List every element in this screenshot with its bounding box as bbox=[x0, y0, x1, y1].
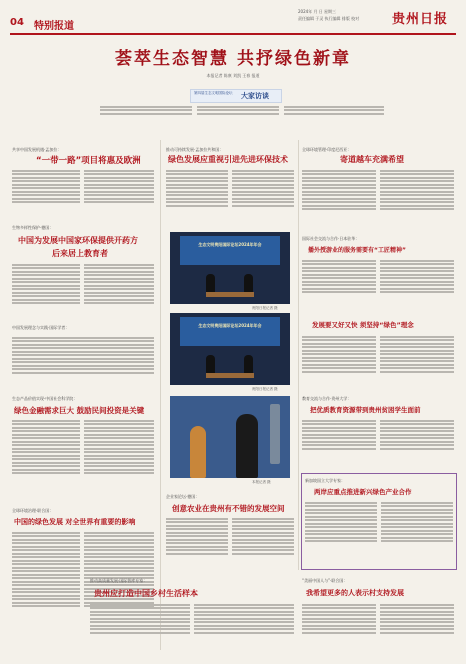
article-body bbox=[232, 516, 294, 571]
article-subtitle: 后来居上教育者 bbox=[52, 249, 108, 258]
intro-text-block bbox=[197, 104, 279, 126]
article-body bbox=[84, 418, 154, 498]
article-body bbox=[12, 418, 80, 498]
article-lead: 生物多样性保护·德国： bbox=[12, 225, 54, 230]
article-body bbox=[232, 168, 294, 226]
article-title: 寄道越车充满希望 bbox=[340, 155, 404, 164]
article-title: 两岸应重点推进新兴绿色产业合作 bbox=[314, 488, 412, 496]
article-title: 中国的绿色发展 对全世界有重要的影响 bbox=[14, 518, 136, 526]
page-headline: 荟萃生态智慧 共抒绿色新章 bbox=[115, 49, 351, 69]
article-title: 创意农业在贵州有不错的发展空间 bbox=[172, 504, 285, 513]
article-body bbox=[305, 500, 377, 564]
article-body bbox=[302, 168, 376, 230]
article-body bbox=[12, 335, 154, 390]
article-lead: 生态产品价值实现·中国社会科学院： bbox=[12, 396, 78, 401]
article-body bbox=[380, 168, 454, 230]
article-lead: 新加坡国立大学专家： bbox=[305, 478, 345, 483]
backdrop-banner bbox=[270, 404, 280, 464]
article-body bbox=[12, 530, 80, 645]
stage-screen bbox=[180, 317, 281, 346]
stage-screen bbox=[180, 236, 281, 265]
article-body bbox=[84, 168, 154, 218]
article-body bbox=[380, 258, 454, 310]
article-lead: “美丽中国人与”·联合国： bbox=[302, 578, 348, 583]
article-body bbox=[166, 168, 228, 226]
stage-table bbox=[206, 292, 254, 297]
article-lead: 中国发展理念与实践·国际学者： bbox=[12, 325, 70, 330]
speaker-figure bbox=[244, 355, 253, 375]
article-body bbox=[380, 334, 454, 390]
photo-caption: 本报记者 摄 bbox=[252, 480, 271, 484]
intro-text-block bbox=[284, 104, 384, 126]
stage-table bbox=[206, 373, 254, 378]
interviewee-figure bbox=[236, 414, 258, 478]
article-title: 发展要又好又快 须坚持“绿色”理念 bbox=[312, 321, 414, 329]
article-body bbox=[302, 258, 376, 310]
forum-photo bbox=[170, 232, 290, 304]
article-title: 中国为发展中国家环保提供开药方 bbox=[18, 236, 138, 245]
speaker-figure bbox=[206, 355, 215, 375]
article-body bbox=[302, 334, 376, 390]
screen-text: 生态文明贵阳国际论坛2024年年会 bbox=[198, 242, 262, 248]
photo-caption: 贵阳日报记者 摄 bbox=[252, 306, 278, 310]
article-lead: 企业家论坛·德国： bbox=[166, 494, 200, 499]
article-title: 绿色发展应重视引进先进环保技术 bbox=[168, 155, 288, 164]
article-body bbox=[166, 516, 228, 571]
intro-text-block bbox=[100, 104, 192, 126]
article-title: 贵州应打造中国乡村生活样本 bbox=[94, 589, 198, 598]
article-lead: 全球环境治理·联合国： bbox=[12, 508, 54, 513]
article-body bbox=[302, 602, 376, 647]
editor-line: 责任编辑 于灵 执行编辑 排版 校对 bbox=[298, 16, 360, 21]
forum-photo bbox=[170, 313, 290, 385]
article-lead: 教育交流与合作·贵州大学： bbox=[302, 396, 352, 401]
photo-caption: 贵阳日报记者 摄 bbox=[252, 387, 278, 391]
speaker-figure bbox=[244, 274, 253, 294]
article-title: 播外授游业的服务需要有“工匠精神” bbox=[308, 247, 406, 254]
article-body bbox=[12, 262, 80, 322]
interview-banner bbox=[190, 89, 282, 103]
article-title: 绿色金融需求巨大 鼓励民间投资是关键 bbox=[14, 406, 145, 415]
section-title: 特别报道 bbox=[34, 21, 74, 32]
article-body bbox=[12, 168, 80, 218]
date-line: 2024年 月 日 星期三 bbox=[298, 9, 336, 14]
article-body bbox=[90, 602, 190, 647]
article-lead: 国际社会交流与合作·日本驻华： bbox=[302, 236, 360, 241]
article-lead: 推动可持续发展·孟加拉共和国： bbox=[166, 147, 224, 152]
byline: 本报记者 陈康 刘凯 王春 报道 bbox=[206, 73, 260, 78]
banner-label: 大家访谈 bbox=[241, 92, 269, 100]
article-body bbox=[381, 500, 453, 564]
banner-forum-name: 第四届生态文明国际论坛 bbox=[194, 91, 233, 95]
article-lead: 共享中国发展机遇·孟加拉： bbox=[12, 147, 62, 152]
article-title: 我希望更多的人表示村支持发展 bbox=[306, 589, 404, 597]
article-body bbox=[380, 602, 454, 647]
article-title: 把优质教育资源带到贵州贫困学生面前 bbox=[310, 406, 421, 414]
interview-photo bbox=[170, 396, 290, 478]
article-lead: 全球环境管理·印度尼西亚： bbox=[302, 147, 352, 152]
article-body bbox=[302, 418, 376, 468]
reporter-figure bbox=[190, 426, 206, 478]
column-rule bbox=[298, 140, 299, 570]
speaker-figure bbox=[206, 274, 215, 294]
header-rule bbox=[10, 33, 456, 35]
article-lead: 推动高质量发展·国际智库专家： bbox=[90, 578, 148, 583]
screen-text: 生态文明贵阳国际论坛2024年年会 bbox=[198, 323, 262, 329]
masthead-logo: 贵州日报 bbox=[392, 12, 449, 27]
page-number: 04 bbox=[10, 17, 24, 28]
column-rule bbox=[160, 140, 161, 650]
article-body bbox=[194, 602, 294, 647]
article-title: “一带一路”项目将惠及欧洲 bbox=[36, 156, 141, 166]
article-body bbox=[84, 262, 154, 322]
article-body bbox=[380, 418, 454, 468]
